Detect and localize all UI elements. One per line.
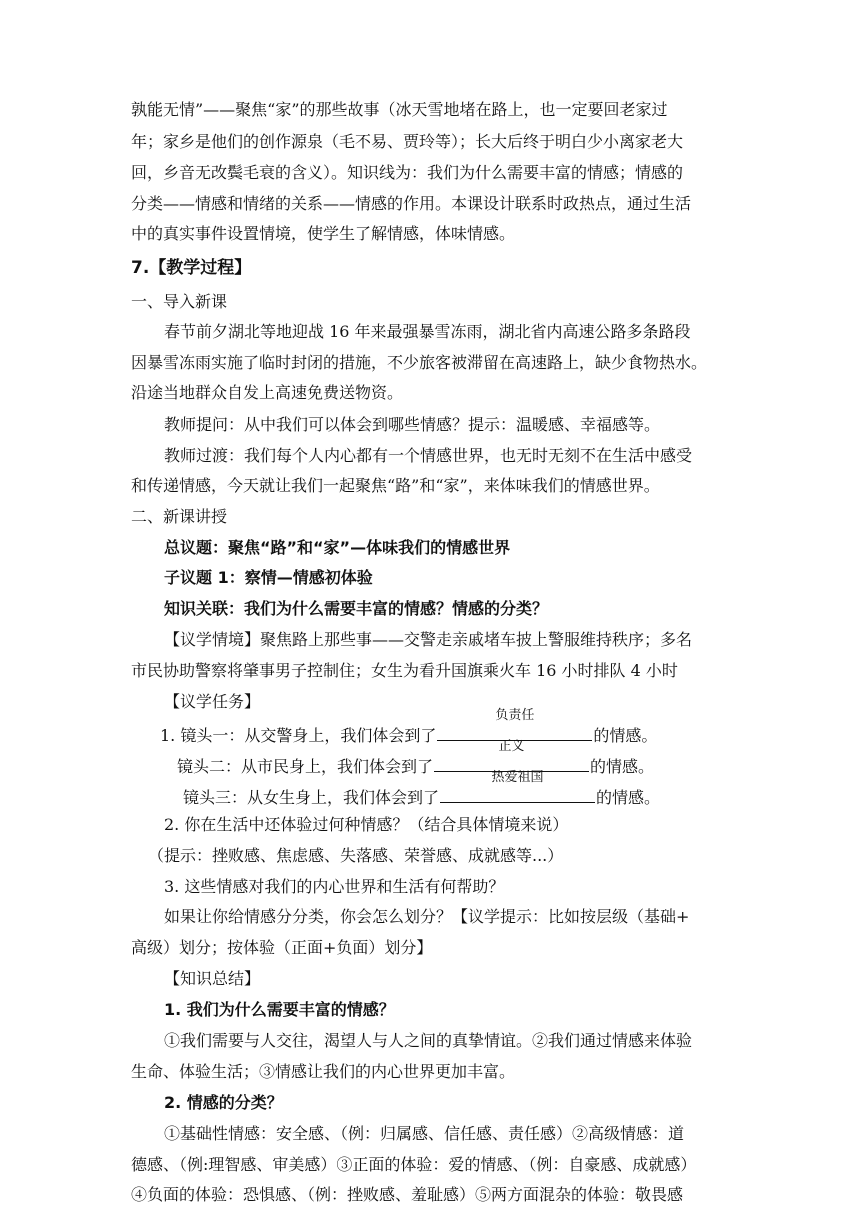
- knowledge-1-title: 1. 我们为什么需要丰富的情感？: [164, 1000, 395, 1019]
- shot-prefix: 1. 镜头一：从交警身上，我们体会到了: [160, 726, 437, 745]
- answer-text: 热爱祖国: [491, 770, 544, 785]
- classify-line: 如果让你给情感分分类，你会怎么划分？【议学提示：比如按层级（基础+: [164, 907, 690, 926]
- sub-topic: 子议题 1：察情—情感初体验: [164, 568, 373, 587]
- shot-suffix: 的情感。: [590, 757, 655, 776]
- situation-line: 市民协助警察将肇事男子控制住；女生为看升国旗乘火车 16 小时排队 4 小时: [131, 661, 678, 680]
- situation-line: 【议学情境】聚焦路上那些事——交警走亲戚堵车披上警服维持秩序；多名: [164, 630, 693, 649]
- teacher-transition-line: 和传递情感，今天就让我们一起聚焦“路”和“家”，来体味我们的情感世界。: [131, 476, 660, 495]
- part1-para-line: 因暴雪冻雨实施了临时封闭的措施，不少旅客被滞留在高速路上，缺少食物热水。: [131, 353, 708, 372]
- answer-blank[interactable]: [440, 770, 595, 803]
- task-heading: 【议学任务】: [164, 692, 261, 711]
- answer-text: 正义: [498, 739, 525, 754]
- part1-para-line: 沿途当地群众自发上高速免费送物资。: [131, 383, 404, 402]
- knowledge-2-line: ①基础性情感：安全感、（例：归属感、信任感、责任感）②高级情感：道: [164, 1124, 685, 1143]
- part1-heading: 一、导入新课: [131, 292, 228, 311]
- classify-line: 高级）划分；按体验（正面+负面）划分】: [131, 938, 433, 957]
- intro-line: 分类——情感和情绪的关系——情感的作用。本课设计联系时政热点，通过生活: [131, 194, 692, 213]
- shot-line-3: [183, 770, 661, 810]
- intro-line: 孰能无情”——聚焦“家”的那些故事（冰天雪地堵在路上，也一定要回老家过: [131, 100, 668, 119]
- part1-para-line: 春节前夕湖北等地迎战 16 年来最强暴雪冻雨，湖北省内高速公路多条路段: [164, 322, 691, 341]
- main-topic: 总议题：聚焦“路”和“家”—体味我们的情感世界: [164, 538, 511, 557]
- shot-suffix: 的情感。: [593, 726, 658, 745]
- part2-heading: 二、新课讲授: [131, 507, 228, 526]
- question-2: 2. 你在生活中还体验过何种情感？（结合具体情境来说）: [164, 815, 569, 834]
- summary-heading: 【知识总结】: [164, 969, 261, 988]
- shot-prefix: 镜头二：从市民身上，我们体会到了: [177, 757, 434, 776]
- shot-prefix: 镜头三：从女生身上，我们体会到了: [183, 788, 440, 807]
- knowledge-1-line: ①我们需要与人交往，渴望人与人之间的真挚情谊。②我们通过情感来体验: [164, 1031, 693, 1050]
- answer-text: 负责任: [495, 708, 535, 723]
- question-3: 3. 这些情感对我们的内心世界和生活有何帮助？: [164, 877, 505, 896]
- intro-line: 年；家乡是他们的创作源泉（毛不易、贾玲等）；长大后终于明白少小离家老大: [131, 132, 684, 151]
- intro-line: 中的真实事件设置情境，使学生了解情感，体味情感。: [131, 224, 516, 243]
- knowledge-2-line: ④负面的体验：恐惧感、（例：挫败感、羞耻感）⑤两方面混杂的体验：敬畏感: [131, 1185, 684, 1204]
- knowledge-1-line: 生命、体验生活；③情感让我们的内心世界更加丰富。: [131, 1062, 516, 1081]
- knowledge-link: 知识关联：我们为什么需要丰富的情感？情感的分类？: [164, 599, 549, 618]
- section-heading: 7.【教学过程】: [131, 258, 252, 278]
- question-2-hint: （提示：挫败感、焦虑感、失落感、荣誉感、成就感等...）: [148, 846, 564, 865]
- knowledge-2-title: 2. 情感的分类？: [164, 1093, 283, 1112]
- intro-line: 回，乡音无改鬓毛衰的含义）。知识线为：我们为什么需要丰富的情感；情感的: [131, 163, 684, 182]
- teacher-question: 教师提问：从中我们可以体会到哪些情感？提示：温暖感、幸福感等。: [164, 415, 661, 434]
- teacher-transition-line: 教师过渡：我们每个人内心都有一个情感世界，也无时无刻不在生活中感受: [164, 446, 693, 465]
- knowledge-2-line: 德感、（例:理智感、审美感）③正面的体验：爱的情感、（例：自豪感、成就感）: [131, 1155, 697, 1174]
- shot-suffix: 的情感。: [596, 788, 661, 807]
